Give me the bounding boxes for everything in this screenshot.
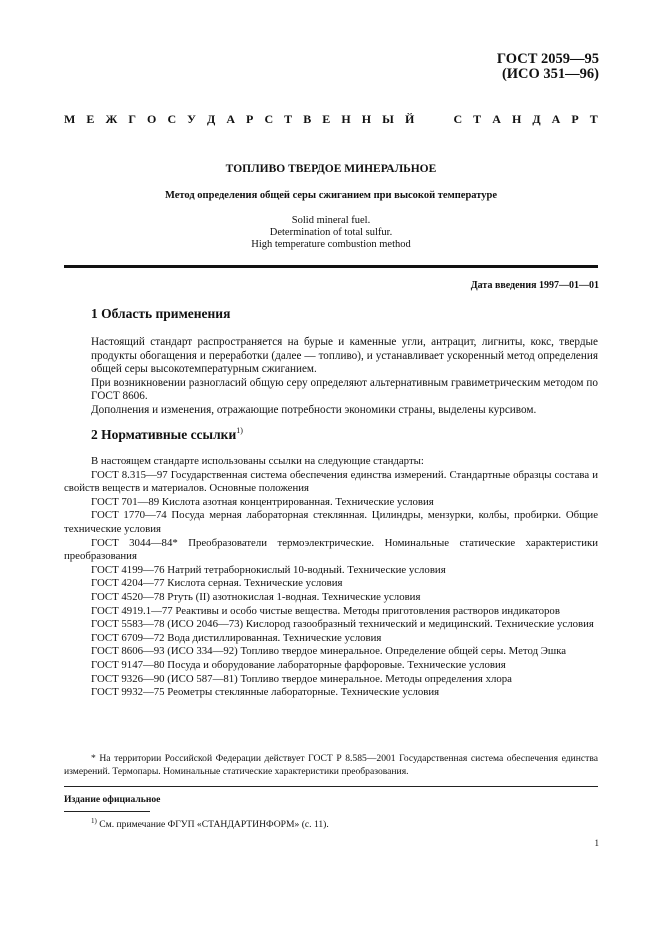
banner-letter: Ы [382,112,394,126]
footnote-marker: 1) [236,426,243,435]
document-title: ТОПЛИВО ТВЕРДОЕ МИНЕРАЛЬНОЕ [225,163,437,175]
reference-item: ГОСТ 6709—72 Вода дистиллированная. Технические условия [91,631,382,644]
banner-letter: У [187,112,196,126]
footnote-1 [91,817,329,830]
banner-letter: Е [86,112,95,126]
paragraph: При возникновении разногласий общую серу определяют альтернативным гравиметрическим методом по ГОСТ 8606. [91,376,598,403]
banner-letter: Т [589,112,598,126]
banner-letter: Н [341,112,351,126]
banner-letter: С [264,112,274,126]
reference-item: ГОСТ 9147—80 Посуда и оборудование лабораторные фарфоровые. Технические условия [91,658,506,671]
banner-letter: Ж [105,112,118,126]
document-subtitle: Метод определения общей серы сжиганием при высокой температуре [164,190,498,201]
footnote-1-marker: 1) [91,817,97,825]
english-title-line: Determination of total sulfur. [269,227,393,238]
banner-letter: А [226,112,235,126]
banner-letter: А [551,112,561,126]
header-divider [64,265,598,268]
reference-item: ГОСТ 1770—74 Посуда мерная лабораторная стеклянная. Цилиндры, мензурки, колбы, пробирки. Общие технические условия [64,509,598,535]
footnote-1-text: См. примечание ФГУП «СТАНДАРТИНФОРМ» (с. 11). [99,819,329,830]
banner-letter: М [64,112,76,126]
banner-letter: С [453,112,463,126]
iso-number: (ИСО 351—96) [501,66,599,82]
reference-item: ГОСТ 8.315—97 Государственная система обеспечения единства измерений. Стандартные образцы состава и свойств веществ и материалов. Основные положения [64,468,598,495]
banner-letter: Т [473,112,482,126]
banner-letter: Г [128,112,136,126]
banner-letter: Р [246,112,254,126]
section-2-heading [91,426,243,443]
banner-gap [425,112,428,127]
banner-letter: Т [284,112,293,126]
paragraph: Настоящий стандарт распространяется на бурые и каменные угли, антрацит, лигниты, кокс, твердые продукты обогащения и переработки (далее — топливо), и устанавливает ускоренный метод определения общей серы высокотемпературным сжиганием. [91,336,598,376]
footnote-divider [64,811,150,812]
reference-item: ГОСТ 8606—93 (ИСО 334—92) Топливо твердое минеральное. Определение общей серы. Метод Эшка [91,645,567,658]
reference-item: ГОСТ 4520—78 Ртуть (II) азотнокислая 1-водная. Технические условия [91,590,421,603]
reference-item: ГОСТ 9326—90 (ИСО 587—81) Топливо твердое минеральное. Методы определения хлора [91,672,512,685]
banner-letter: А [492,112,501,126]
references-intro: В настоящем стандарте использованы ссылки на следующие стандарты: [91,455,424,467]
banner-letter: Д [207,112,216,126]
reference-item: ГОСТ 3044—84* Преобразователи термоэлектрические. Номинальные статические характеристики преобразования [64,536,598,563]
section-1-heading: 1 Область применения [91,306,231,321]
banner-letter: Й [404,112,415,126]
reference-item: ГОСТ 4919.1—77 Реактивы и особо чистые вещества. Методы приготовления растворов индикаторов [91,604,560,617]
paragraph: Дополнения и изменения, отражающие потребности экономики страны, выделены курсивом. [91,403,537,416]
banner-letter: С [167,112,177,126]
reference-item: ГОСТ 9932—75 Реометры стеклянные лабораторные. Технические условия [91,686,440,699]
official-divider [64,786,598,787]
banner-letter: О [147,112,157,126]
english-title-line: High temperature combustion method [251,239,411,250]
document-code [497,52,599,82]
banner-letter: В [303,112,312,126]
banner-letter: Д [532,112,541,126]
reference-item: ГОСТ 4199—76 Натрий тетраборнокислый 10-водный. Технические условия [91,563,446,576]
reference-item: ГОСТ 701—89 Кислота азотная концентрированная. Технические условия [91,495,434,508]
banner-letter: Р [571,112,579,126]
english-title [64,215,598,251]
page-number: 1 [594,838,599,848]
banner-letter: Е [322,112,331,126]
banner-letter: Н [361,112,372,126]
gost-number: ГОСТ 2059—95 [496,51,599,67]
banner-letter: Н [511,112,522,126]
banner-gap [439,112,442,127]
section-1-body [64,336,598,418]
footnote-star: * На территории Российской Федерации действует ГОСТ Р 8.585—2001 Государственная система обеспечения единства измерений. Термопары. Номинальные статические характеристики преобразования. [64,753,598,778]
section-2-heading-text: 2 Нормативные ссылки [91,427,237,442]
reference-item: ГОСТ 5583—78 (ИСО 2046—73) Кислород газообразный технический и медицинский. Технические условия [91,618,594,631]
official-edition: Издание официальное [64,794,161,805]
english-title-line: Solid mineral fuel. [291,215,371,226]
introduction-date: Дата введения 1997—01—01 [470,280,599,291]
reference-item: ГОСТ 4204—77 Кислота серная. Технические условия [91,577,343,590]
references-list [64,455,598,700]
interstate-standard-banner [64,112,598,127]
